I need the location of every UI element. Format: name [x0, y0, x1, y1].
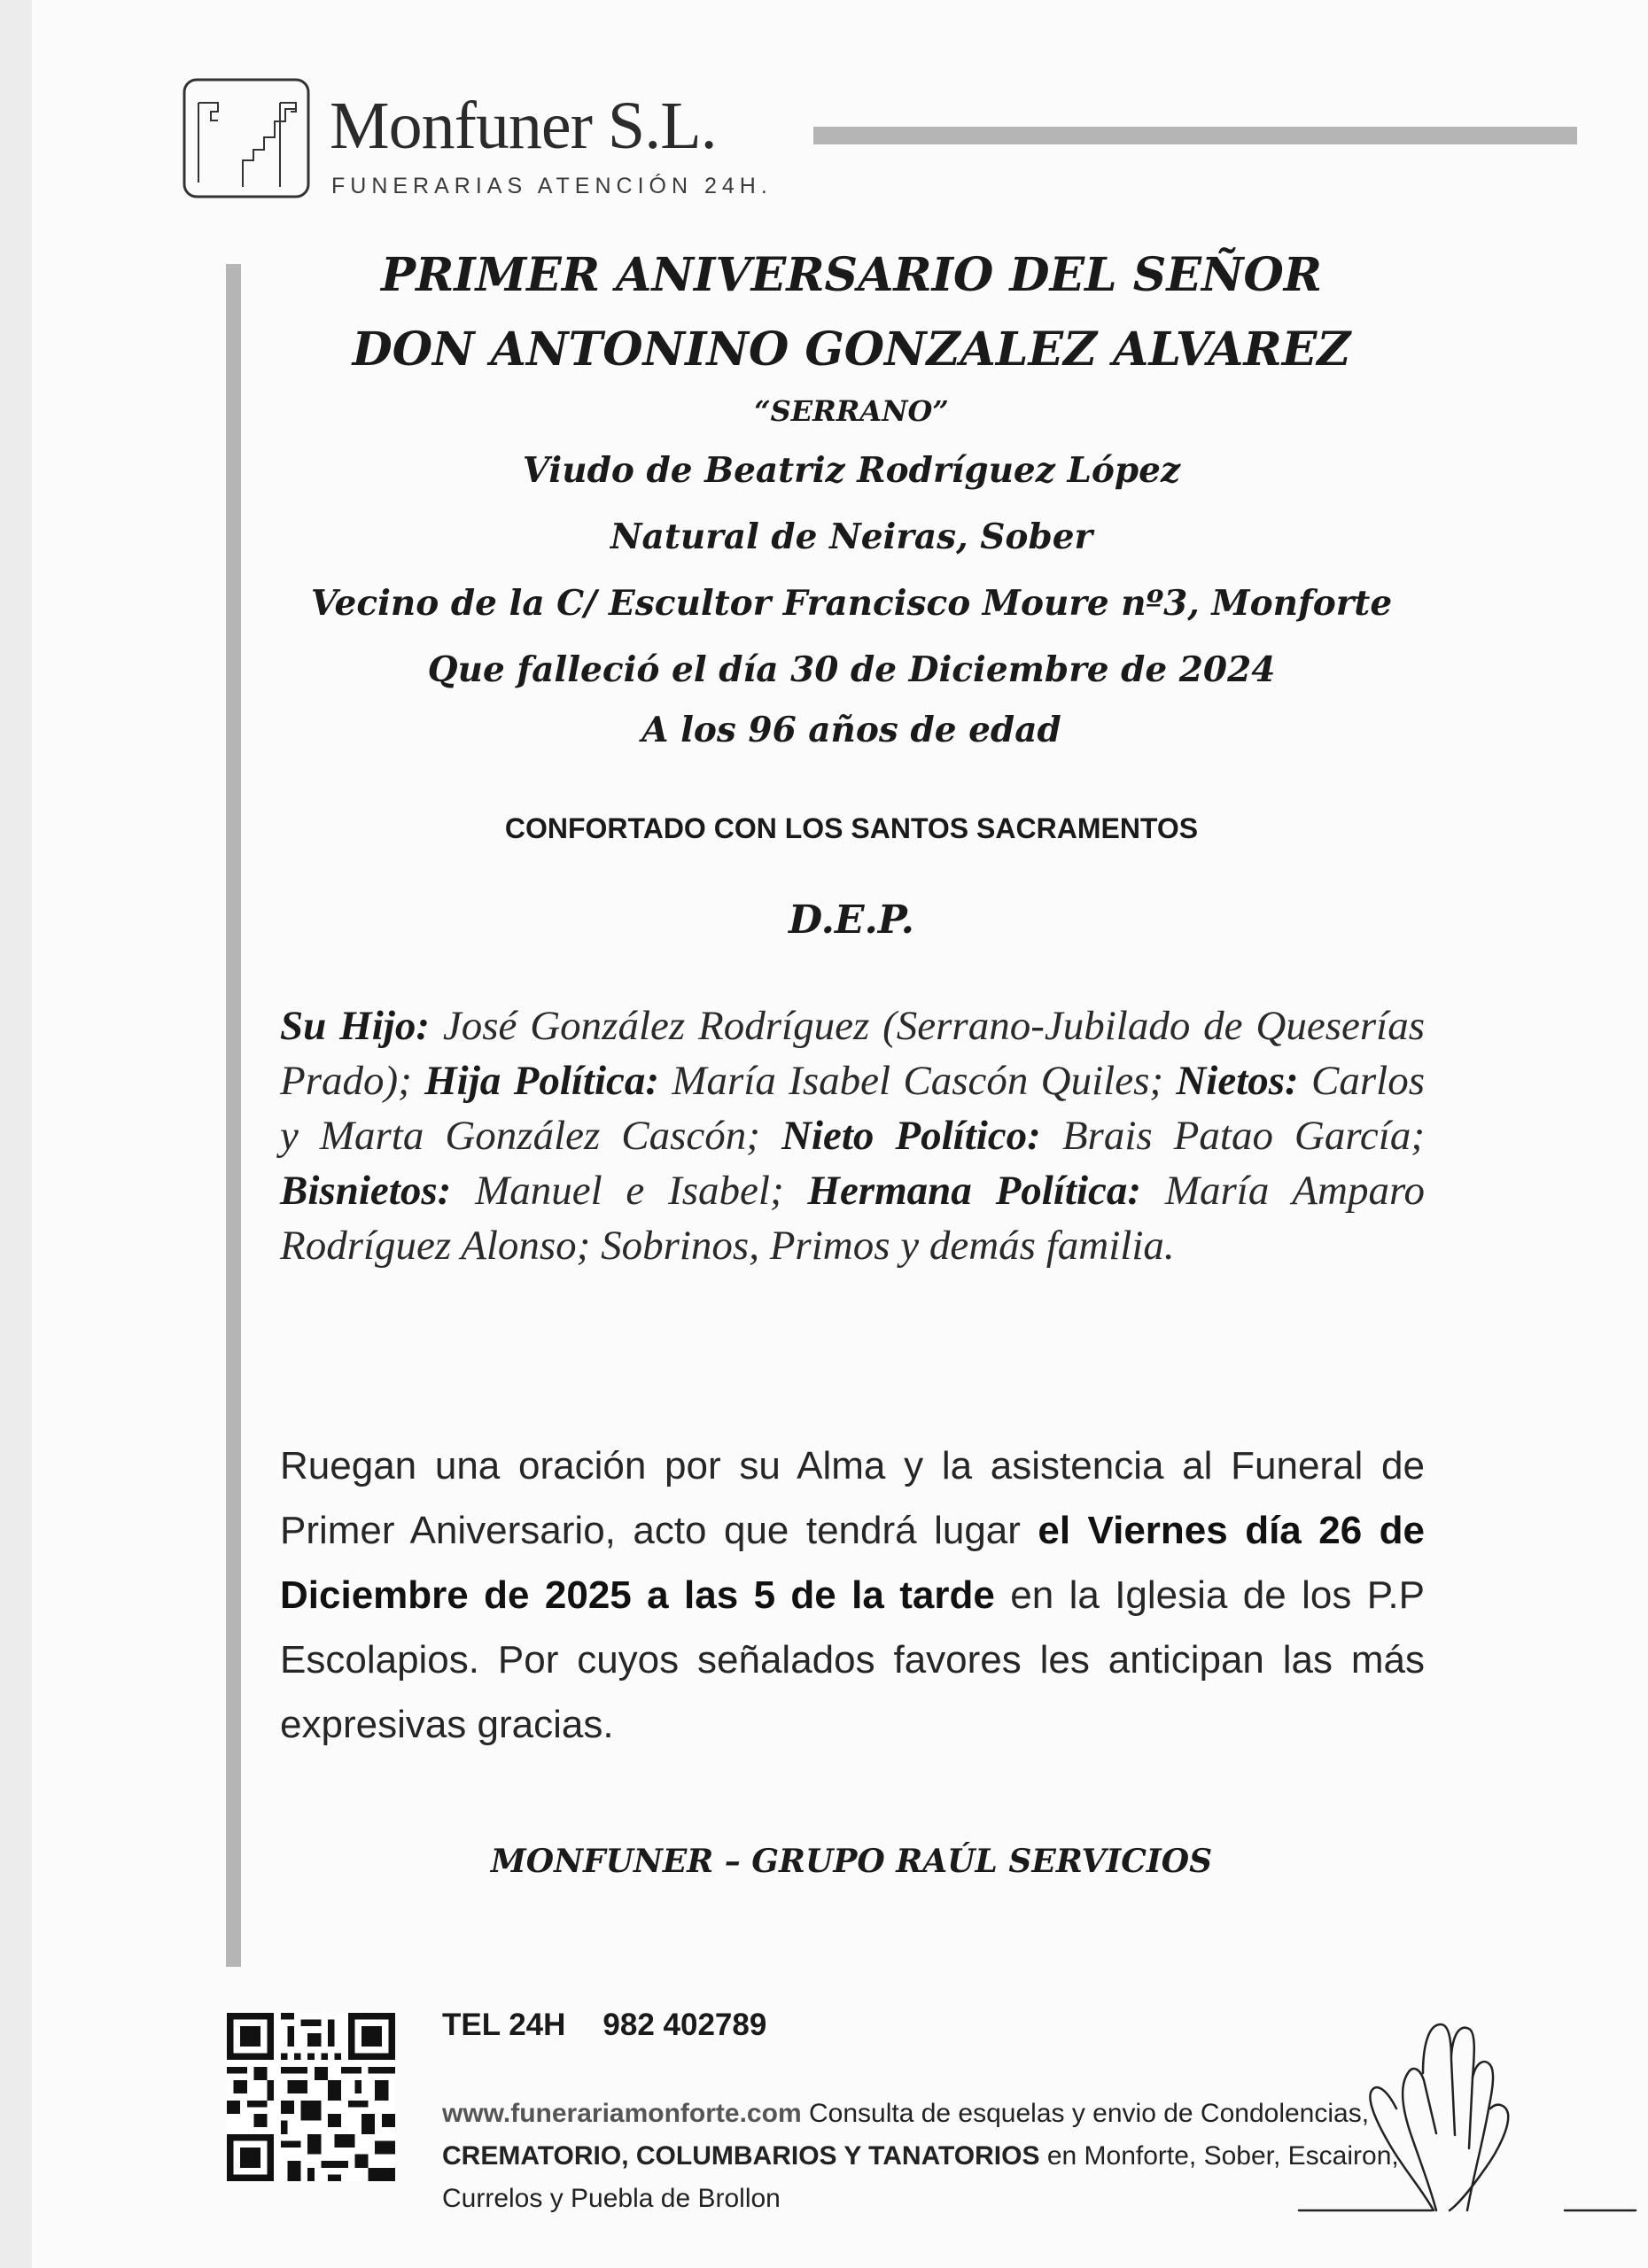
brand-tagline: FUNERARIAS ATENCIÓN 24H.	[331, 174, 773, 198]
footer-services: CREMATORIO, COLUMBARIOS Y TANATORIOS	[442, 2141, 1040, 2171]
notice-dep: D.E.P.	[789, 897, 914, 943]
obituary-sheet	[32, 0, 1648, 2268]
notice-title-line1: PRIMER ANIVERSARIO DEL SEÑOR	[380, 248, 1322, 302]
notice-title-line2: DON ANTONINO GONZALEZ ALVAREZ	[352, 322, 1351, 377]
signature: MONFUNER – GRUPO RAÚL SERVICIOS	[490, 1843, 1213, 1880]
header-divider	[813, 127, 1577, 144]
notice-death-date: Que falleció el día 30 de Diciembre de 2024	[427, 649, 1276, 690]
family-label-nietos: Nietos:	[1176, 1058, 1299, 1104]
family-hija-politica: María Isabel Cascón Quiles;	[672, 1058, 1164, 1104]
footer-text1: Consulta de esquelas y envio de Condolencias,	[808, 2099, 1370, 2128]
family-label-bisnietos: Bisnietos:	[280, 1168, 452, 1214]
notice-nickname: “SERRANO”	[754, 394, 949, 428]
family-rest: Sobrinos, Primos y demás familia.	[601, 1223, 1175, 1269]
notice-resident: Vecino de la C/ Escultor Francisco Moure nº3, Monforte	[310, 583, 1393, 624]
brand-name: Monfuner S.L.	[330, 89, 717, 163]
notice-widower: Viudo de Beatriz Rodríguez López	[522, 450, 1181, 491]
family-nietos: Carlos y Marta González Cascón;	[280, 1058, 1426, 1159]
ceremony-paragraph	[280, 1433, 1425, 1757]
family-label-hija-politica: Hija Política:	[424, 1058, 660, 1104]
ceremony-text-before: Ruegan una oración por su Alma y la asistencia al Funeral de Primer Aniversario, acto que tendrá lugar	[280, 1444, 1425, 1552]
website-link[interactable]: www.funerariamonforte.com	[442, 2099, 802, 2128]
side-divider	[226, 264, 241, 1967]
praying-hands-icon	[1290, 2002, 1644, 2224]
notice-age: A los 96 años de edad	[641, 710, 1061, 750]
ceremony-date: el Viernes día 26 de Diciembre de 2025 a las 5 de la tarde	[280, 1509, 1425, 1617]
castle-logo-icon	[181, 76, 312, 200]
phone-number[interactable]: 982 402789	[602, 2008, 767, 2042]
qr-code-icon	[227, 2013, 395, 2181]
family-label-hermana-politica: Hermana Política:	[807, 1168, 1142, 1214]
family-nieto-politico: Brais Patao García;	[1061, 1113, 1425, 1159]
family-label-hijo: Su Hijo:	[280, 1003, 430, 1049]
phone-label: TEL 24H	[442, 2008, 566, 2042]
family-hermana-politica: María Amparo Rodríguez Alonso;	[280, 1168, 1425, 1269]
family-paragraph	[280, 998, 1425, 1273]
phone-line	[442, 2008, 766, 2043]
footer-text2: en Monforte, Sober, Escairon, Currelos y Puebla de Brollon	[442, 2141, 1399, 2213]
footer-text	[442, 2093, 1434, 2220]
notice-native: Natural de Neiras, Sober	[610, 517, 1093, 557]
family-bisnietos: Manuel e Isabel;	[475, 1168, 784, 1214]
notice-confortado: CONFORTADO CON LOS SANTOS SACRAMENTOS	[504, 812, 1199, 844]
family-hijo: José González Rodríguez (Serrano-Jubilado de Queserías Prado);	[280, 1003, 1426, 1104]
family-label-nieto-politico: Nieto Político:	[781, 1113, 1041, 1159]
ceremony-text-after: en la Iglesia de los P.P Escolapios. Por cuyos señalados favores les anticipan las más expresivas gracias.	[280, 1573, 1425, 1746]
